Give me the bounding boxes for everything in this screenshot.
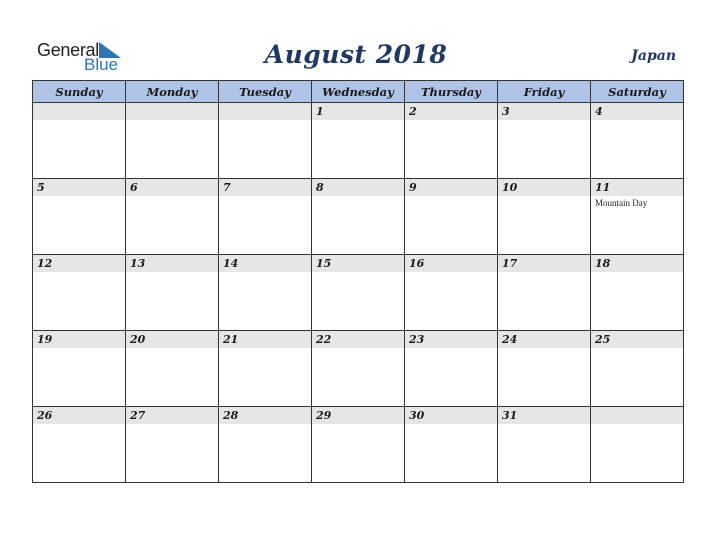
logo-text-blue: Blue	[84, 55, 119, 74]
day-cell	[219, 255, 312, 331]
day-cell	[405, 103, 498, 179]
day-cell	[312, 407, 405, 483]
week-row	[33, 255, 684, 331]
logo-text-general: General	[37, 40, 99, 60]
day-number: 8	[312, 179, 404, 196]
calendar-grid	[32, 80, 684, 483]
day-number: 30	[405, 407, 497, 424]
day-cell	[33, 179, 126, 255]
day-cell	[405, 179, 498, 255]
weekday-header: Friday	[498, 81, 591, 103]
holiday-label: Mountain Day	[595, 198, 648, 208]
day-cell	[33, 331, 126, 407]
day-number: 18	[591, 255, 683, 272]
day-cell	[312, 331, 405, 407]
day-number: 12	[33, 255, 125, 272]
day-number	[33, 103, 125, 120]
weekday-header: Saturday	[591, 81, 684, 103]
weekday-header: Wednesday	[312, 81, 405, 103]
day-cell	[591, 255, 684, 331]
day-number: 5	[33, 179, 125, 196]
day-number: 25	[591, 331, 683, 348]
day-number: 4	[591, 103, 683, 120]
week-row	[33, 103, 684, 179]
day-number: 10	[498, 179, 590, 196]
day-cell	[126, 407, 219, 483]
day-number	[219, 103, 311, 120]
day-cell	[126, 255, 219, 331]
day-number: 11	[591, 179, 683, 196]
day-number: 9	[405, 179, 497, 196]
day-number: 6	[126, 179, 218, 196]
calendar-title: August 2018	[264, 40, 448, 69]
day-cell	[126, 179, 219, 255]
day-number: 2	[405, 103, 497, 120]
day-number: 14	[219, 255, 311, 272]
day-cell	[312, 103, 405, 179]
day-number: 3	[498, 103, 590, 120]
day-cell	[219, 103, 312, 179]
day-cell	[219, 331, 312, 407]
day-number: 7	[219, 179, 311, 196]
day-cell	[591, 331, 684, 407]
day-number: 29	[312, 407, 404, 424]
day-number: 31	[498, 407, 590, 424]
day-number: 13	[126, 255, 218, 272]
weekday-header: Monday	[126, 81, 219, 103]
day-cell	[405, 331, 498, 407]
day-number: 26	[33, 407, 125, 424]
day-cell	[312, 255, 405, 331]
day-number: 24	[498, 331, 590, 348]
day-number: 16	[405, 255, 497, 272]
day-number: 22	[312, 331, 404, 348]
day-cell	[219, 407, 312, 483]
day-cell	[126, 103, 219, 179]
week-row	[33, 331, 684, 407]
day-number: 20	[126, 331, 218, 348]
day-number: 28	[219, 407, 311, 424]
day-cell	[33, 255, 126, 331]
day-number	[591, 407, 683, 424]
day-cell	[33, 407, 126, 483]
weekday-header-row	[33, 81, 684, 103]
day-cell	[591, 407, 684, 483]
day-cell	[33, 103, 126, 179]
day-cell	[126, 331, 219, 407]
day-cell	[498, 407, 591, 483]
day-cell	[498, 179, 591, 255]
day-cell	[498, 331, 591, 407]
day-cell	[405, 255, 498, 331]
day-cell	[591, 179, 684, 255]
weekday-header: Sunday	[33, 81, 126, 103]
day-number: 1	[312, 103, 404, 120]
day-number: 23	[405, 331, 497, 348]
day-number	[126, 103, 218, 120]
day-cell	[498, 255, 591, 331]
week-row	[33, 179, 684, 255]
day-number: 21	[219, 331, 311, 348]
week-row	[33, 407, 684, 483]
day-cell	[312, 179, 405, 255]
day-number: 17	[498, 255, 590, 272]
day-cell	[498, 103, 591, 179]
country-label: Japan	[631, 48, 676, 64]
day-cell	[219, 179, 312, 255]
day-number: 27	[126, 407, 218, 424]
day-cell	[591, 103, 684, 179]
day-number: 19	[33, 331, 125, 348]
day-number: 15	[312, 255, 404, 272]
weekday-header: Thursday	[405, 81, 498, 103]
day-cell	[405, 407, 498, 483]
weekday-header: Tuesday	[219, 81, 312, 103]
